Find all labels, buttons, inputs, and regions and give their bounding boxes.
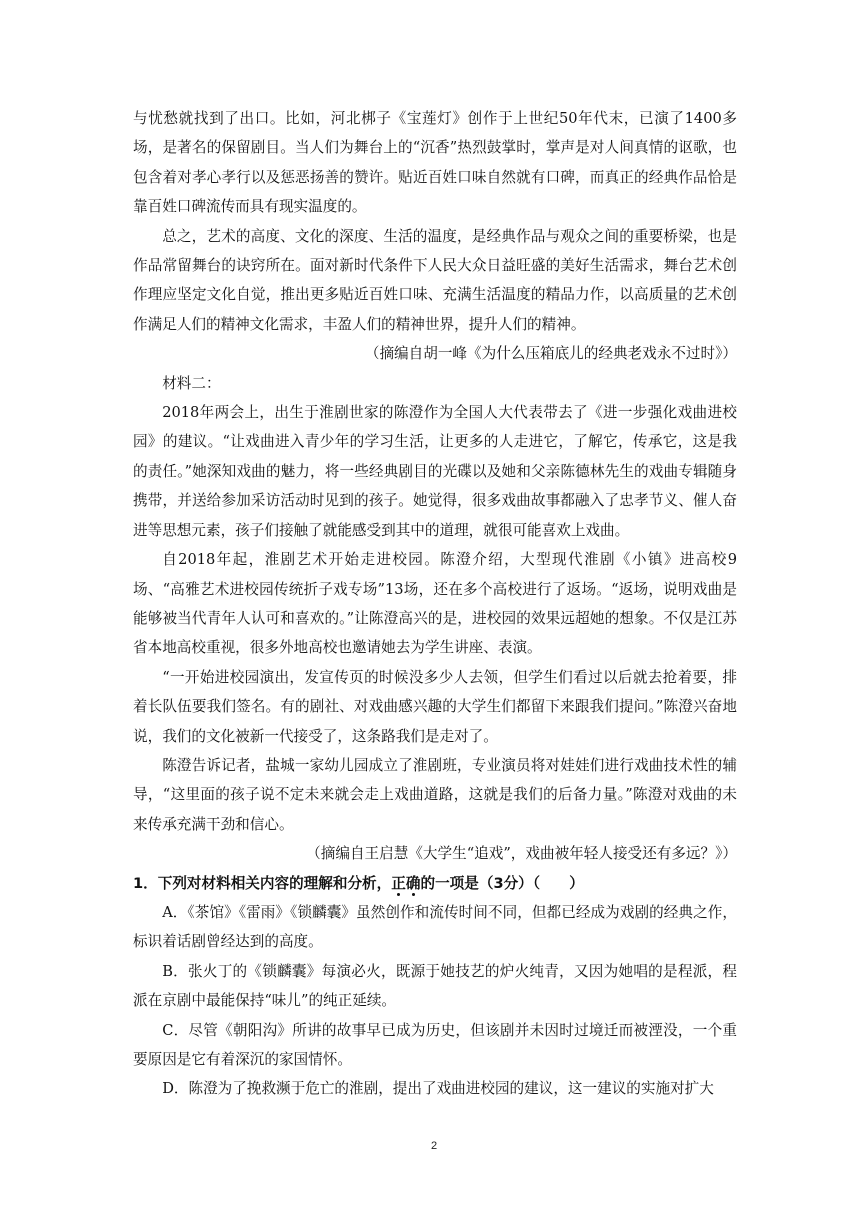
material2-paragraph-1: 2018年两会上，出生于淮剧世家的陈澄作为全国人大代表带去了《进一步强化戏曲进校园》的建议。“让戏曲进入青少年的学习生活，让更多的人走进它，了解它，传承它，这是我的责任。”她深知戏曲的魅力，将一些经典剧目的光碟以及她和父亲陈德林先生的戏曲专辑随身携带，并送给参加采访活动时见到的孩子。她觉得，很多戏曲故事都融入了忠孝节义、催人奋进等思想元素，孩子们接触了就能感受到其中的道理，就很可能喜欢上戏曲。 [133,404,737,539]
option-a: A．《茶馆》《雷雨》《锁麟囊》虽然创作和流传时间不同，但都已经成为戏剧的经典之作，标识着话剧曾经达到的高度。 [133,903,737,951]
option-d: D．陈澄为了挽救濒于危亡的淮剧，提出了戏曲进校园的建议，这一建议的实施对扩大 [162,1080,714,1098]
material1-paragraph-2: 总之，艺术的高度、文化的深度、生活的温度，是经典作品与观众之间的重要桥梁，也是作品常留舞台的诀窍所在。面对新时代条件下人民大众日益旺盛的美好生活需求，舞台艺术创作理应坚定文化自觉，推出更多贴近百姓口味、充满生活温度的精品力作，以高质量的艺术创作满足人们的精神文化需求，丰盈人们的精神世界，提升人们的精神。 [133,227,737,333]
option-b: B．张火丁的《锁麟囊》每演必火，既源于她技艺的炉火纯青，又因为她唱的是程派，程派在京剧中最能保持“味儿”的纯正延续。 [133,962,737,1010]
question-1-stem [133,869,737,898]
question-stem-suffix: 的一项是（3分）（ ） [420,874,584,892]
material2-paragraph-4: 陈澄告诉记者，盐城一家幼儿园成立了淮剧班，专业演员将对娃娃们进行戏曲技术性的辅导，“这里面的孩子说不定未来就会走上戏曲道路，这就是我们的后备力量。”陈澄对戏曲的未来传承充满干劲和信心。 [133,756,737,833]
option-c: C．尽管《朝阳沟》所讲的故事早已成为历史，但该剧并未因时过境迁而被湮没，一个重要原因是它有着深沉的家国情怀。 [133,1021,737,1068]
material2-source: （摘编自王启慧《大学生“追戏”，戏曲被年轻人接受还有多远？》） [306,845,737,863]
material1-paragraph-1: 与忧愁就找到了出口。比如，河北梆子《宝莲灯》创作于上世纪50年代末，已演了1400多场，是著名的保留剧目。当人们为舞台上的“沉香”热烈鼓掌时，掌声是对人间真情的讴歌，也包含着对孝心孝行以及惩恶扬善的赞许。贴近百姓口味自然就有口碑，而真正的经典作品恰是靠百姓口碑流传而具有现实温度的。 [133,110,737,216]
page-content [133,104,737,1104]
emphasis-char-1: 正 [391,874,406,892]
question-stem-prefix: 1．下列对材料相关内容的理解和分析， [133,874,392,892]
material1-source: （摘编自胡一峰《为什么压箱底儿的经典老戏永不过时》） [364,345,737,363]
material2-paragraph-2: 自2018年起，淮剧艺术开始走进校园。陈澄介绍，大型现代淮剧《小镇》进高校9场、“高雅艺术进校园传统折子戏专场”13场，还在多个高校进行了返场。“返场，说明戏曲是能够被当代青年人认可和喜欢的。”让陈澄高兴的是，进校园的效果远超她的想象。不仅是江苏省本地高校重视，很多外地高校也邀请她去为学生讲座、表演。 [133,551,737,657]
page-number: 2 [430,1140,438,1152]
material2-heading: 材料二： [162,374,221,392]
emphasis-char-2: 确 [405,874,421,892]
material2-paragraph-3: “一开始进校园演出，发宣传页的时候没多少人去领，但学生们看过以后就去抢着要，排着长队伍要我们签名。有的剧社、对戏曲感兴趣的大学生们都留下来跟我们提问。”陈澄兴奋地说，我们的文化被新一代接受了，这条路我们是走对了。 [133,668,737,745]
